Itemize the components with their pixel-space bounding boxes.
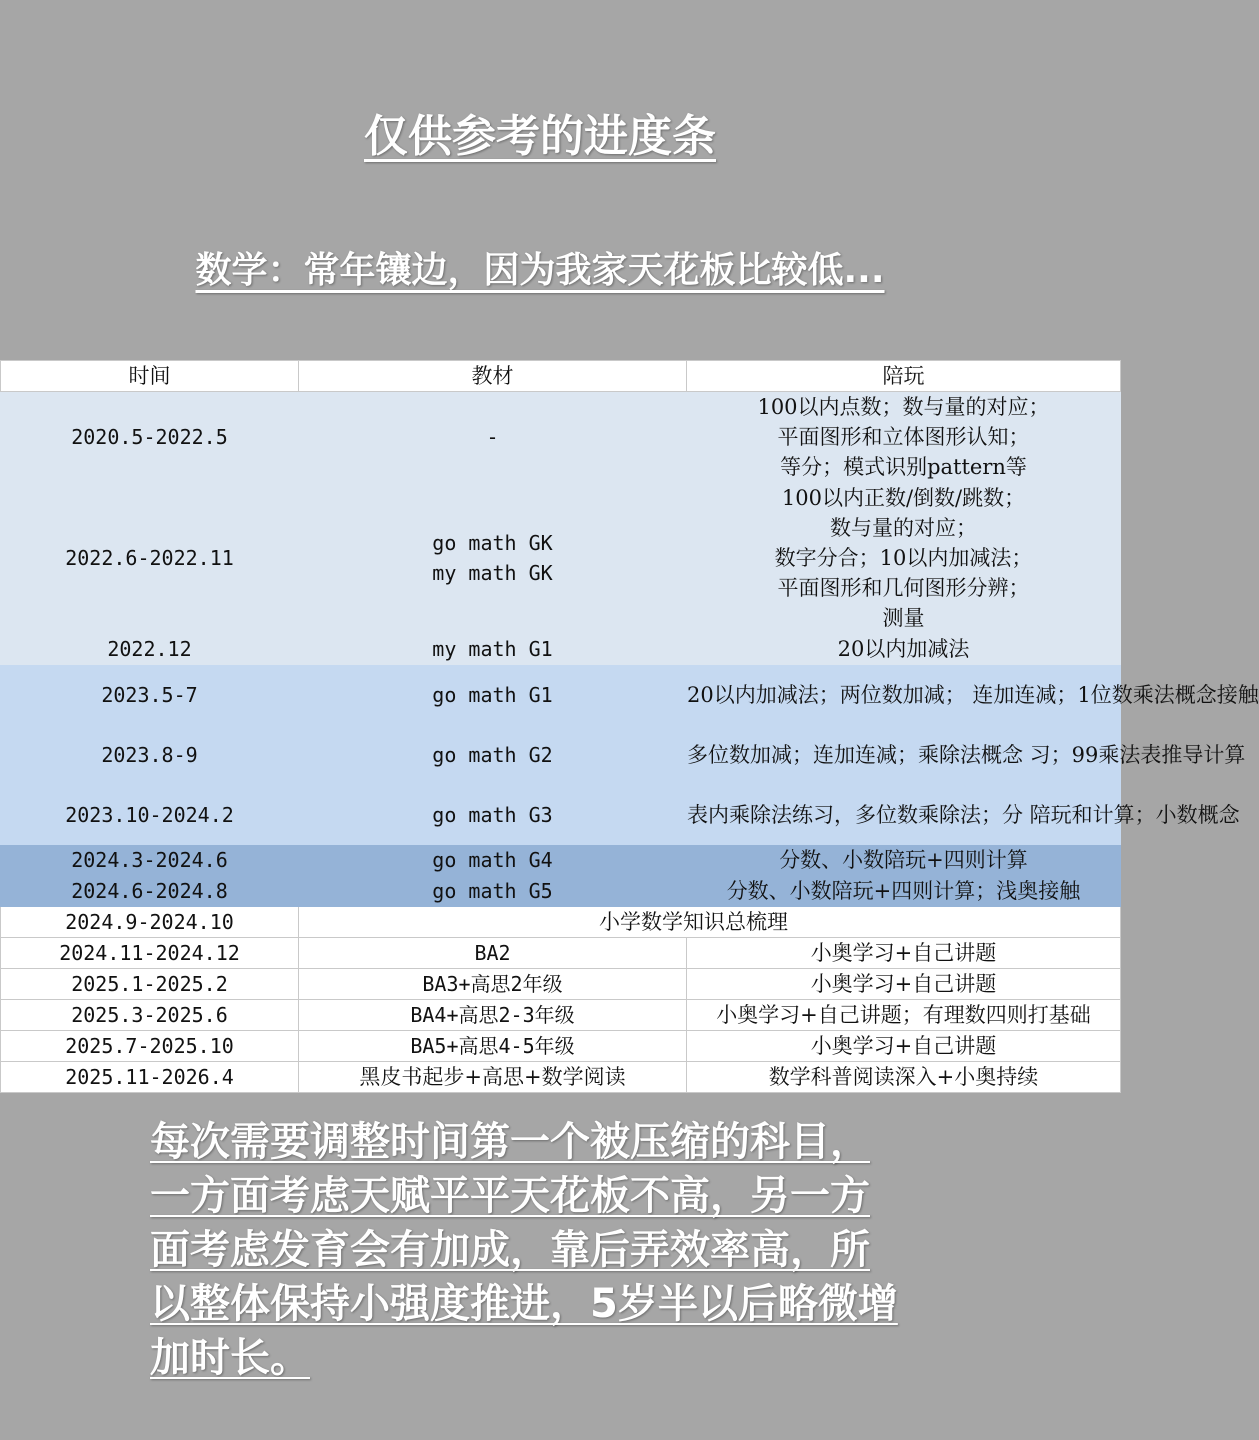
cell-time: 2024.11-2024.12: [1, 938, 299, 969]
cell-time: 2025.11-2026.4: [1, 1062, 299, 1093]
cell-material: 黑皮书起步+高思+数学阅读: [299, 1062, 687, 1093]
table-row: [1, 392, 1121, 483]
cell-play: 分数、小数陪玩+四则计算；浅奥接触: [687, 876, 1121, 907]
cell-material: my math G1: [299, 634, 687, 665]
cell-time: 2024.9-2024.10: [1, 907, 299, 938]
table-row: [1, 634, 1121, 665]
caption-line: 加时长。: [150, 1335, 310, 1381]
caption-line: 一方面考虑天赋平平天花板不高，另一方: [150, 1173, 870, 1219]
cell-time: 2022.6-2022.11: [1, 483, 299, 634]
cell-play: 100以内点数；数与量的对应； 平面图形和立体图形认知； 等分；模式识别pattern等: [687, 392, 1121, 483]
cell-time: 2023.5-7: [1, 665, 299, 725]
header-play: 陪玩: [687, 361, 1121, 392]
cell-material: go math GK my math GK: [299, 483, 687, 634]
cell-play: 100以内正数/倒数/跳数； 数与量的对应； 数字分合；10以内加减法； 平面图形和几何图形分辨； 测量: [687, 483, 1121, 634]
table-row: [1, 845, 1121, 876]
cell-time: 2022.12: [1, 634, 299, 665]
caption-text: [150, 1115, 930, 1385]
table-row: [1, 1062, 1121, 1093]
cell-time: 2024.3-2024.6: [1, 845, 299, 876]
table-row: [1, 483, 1121, 634]
table-row: [1, 938, 1121, 969]
cell-play: 分数、小数陪玩+四则计算: [687, 845, 1121, 876]
cell-material: go math G3: [299, 785, 687, 845]
caption-line: 每次需要调整时间第一个被压缩的科目，: [150, 1119, 870, 1165]
table-header-row: [1, 361, 1121, 392]
cell-time: 2025.1-2025.2: [1, 969, 299, 1000]
table-row: [1, 907, 1121, 938]
cell-play: 小奥学习+自己讲题: [687, 969, 1121, 1000]
table-row: [1, 785, 1121, 845]
cell-material: BA5+高思4-5年级: [299, 1031, 687, 1062]
cell-material: go math G4: [299, 845, 687, 876]
table-row: [1, 725, 1121, 785]
cell-play: 数学科普阅读深入+小奥持续: [687, 1062, 1121, 1093]
page-subtitle: 数学：常年镶边，因为我家天花板比较低...: [195, 250, 885, 291]
cell-time: 2025.7-2025.10: [1, 1031, 299, 1062]
cell-play: 20以内加减法: [687, 634, 1121, 665]
cell-play: 小奥学习+自己讲题: [687, 1031, 1121, 1062]
table-row: [1, 665, 1121, 725]
page-title: 仅供参考的进度条: [364, 111, 716, 162]
progress-table-image: [0, 360, 1259, 1089]
header-material: 教材: [299, 361, 687, 392]
cell-time: 2020.5-2022.5: [1, 392, 299, 483]
cell-play: 20以内加减法；两位数加减； 连加连减；1位数乘法概念接触: [687, 665, 1121, 725]
table-row: [1, 876, 1121, 907]
cell-play: 多位数加减；连加连减；乘除法概念 习；99乘法表推导计算: [687, 725, 1121, 785]
cell-material: go math G1: [299, 665, 687, 725]
table-row: [1, 1000, 1121, 1031]
cell-material: BA4+高思2-3年级: [299, 1000, 687, 1031]
cell-time: 2024.6-2024.8: [1, 876, 299, 907]
cell-material: -: [299, 392, 687, 483]
cell-play: 小奥学习+自己讲题: [687, 938, 1121, 969]
header-time: 时间: [1, 361, 299, 392]
cell-play: 表内乘除法练习，多位数乘除法；分 陪玩和计算；小数概念: [687, 785, 1121, 845]
table-row: [1, 969, 1121, 1000]
cell-time: 2025.3-2025.6: [1, 1000, 299, 1031]
cell-play: 小奥学习+自己讲题；有理数四则打基础: [687, 1000, 1121, 1031]
cell-time: 2023.10-2024.2: [1, 785, 299, 845]
cell-material: BA2: [299, 938, 687, 969]
progress-table: [0, 360, 1259, 1093]
cell-time: 2023.8-9: [1, 725, 299, 785]
caption-line: 以整体保持小强度推进，5岁半以后略微增: [150, 1281, 898, 1327]
table-row: [1, 1031, 1121, 1062]
cell-material: go math G2: [299, 725, 687, 785]
cell-material: go math G5: [299, 876, 687, 907]
cell-material: BA3+高思2年级: [299, 969, 687, 1000]
caption-line: 面考虑发育会有加成，靠后弄效率高，所: [150, 1227, 870, 1273]
cell-merged: 小学数学知识总梳理: [299, 907, 1121, 938]
